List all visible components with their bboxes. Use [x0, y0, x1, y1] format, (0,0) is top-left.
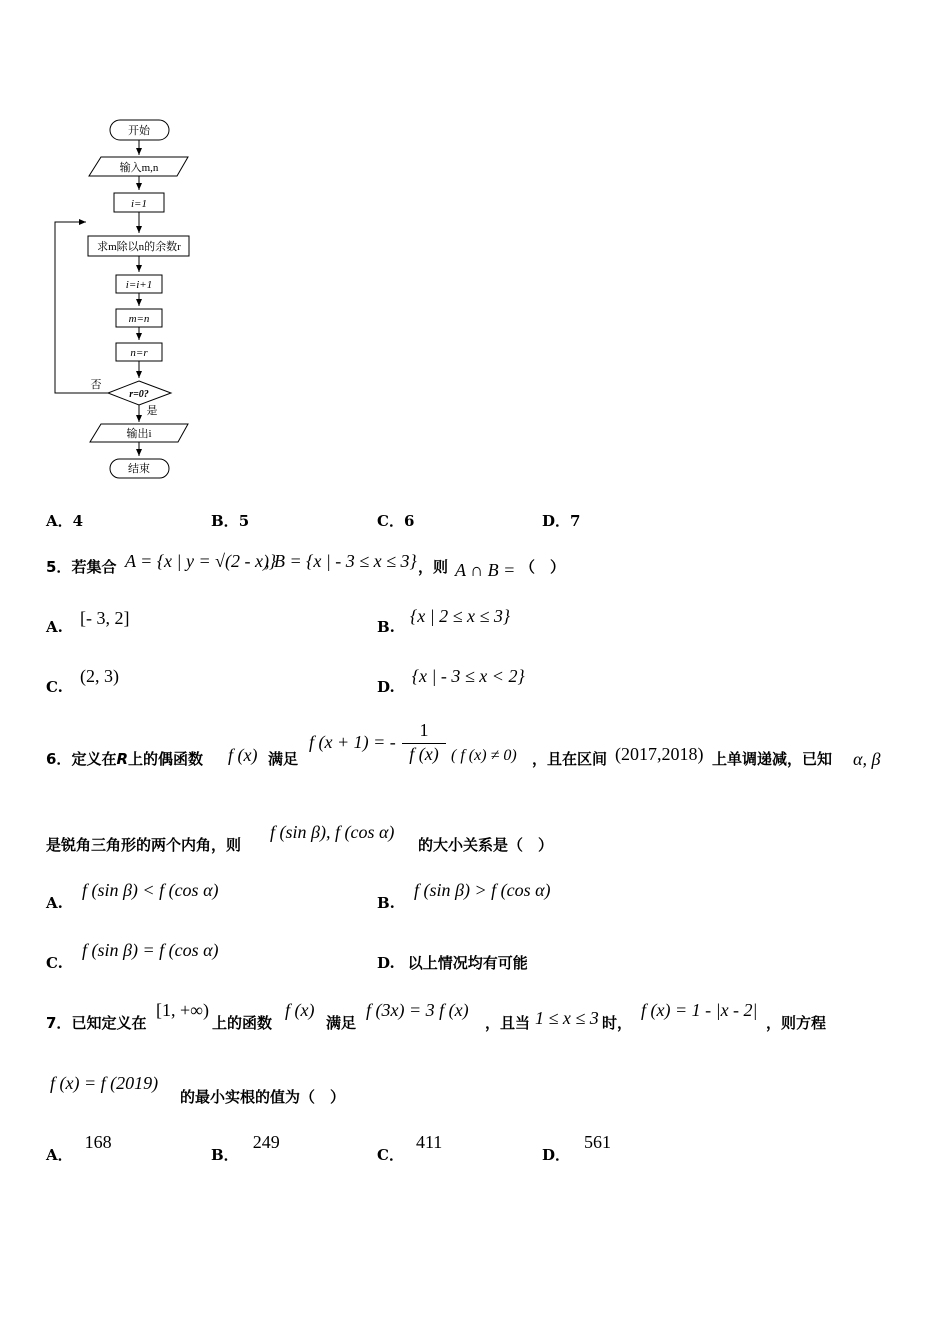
fc-init-text: i=1 [131, 198, 147, 210]
q7-t4: ，且当 [485, 1014, 531, 1032]
q6-cond: ( f (x) ≠ 0) [451, 747, 517, 764]
flowchart [40, 112, 210, 484]
q5-set-a: A = {x | y = √(2 - x)} [125, 551, 277, 571]
q6-ab: α, β [853, 749, 881, 769]
q4-option-d[interactable]: D．7 [542, 512, 581, 530]
q7-option-d[interactable]: D．561 [542, 1132, 612, 1164]
fc-start-text: 开始 [128, 125, 150, 137]
q5-suffix: （ ） [520, 558, 566, 576]
q6-option-c[interactable]: C. f (sin β) = f (cos α) [46, 940, 219, 972]
q5-stem: 5．若集合 [46, 558, 117, 576]
q5-expr: A ∩ B = [455, 560, 516, 580]
q7-domain: [1, +∞) [156, 1000, 209, 1020]
q5-option-a[interactable]: A. [- 3, 2] [46, 608, 130, 636]
fc-input-text: 输入m,n [119, 162, 159, 174]
q5-set-b: , B = {x | - 3 ≤ x ≤ 3} [265, 551, 417, 571]
q6-stem-2a: 是锐角三角形的两个内角，则 [46, 836, 242, 854]
q6-t5: 上单调递减，已知 [712, 750, 833, 768]
q5-option-d[interactable]: D. {x | - 3 ≤ x < 2} [377, 666, 525, 696]
q6-option-a[interactable]: A. f (sin β) < f (cos α) [46, 880, 219, 912]
q4-option-b[interactable]: B．5 [211, 512, 250, 530]
q7-eq: f (x) = f (2019) [50, 1073, 159, 1093]
q7-rel: f (3x) = 3 f (x) [366, 1000, 469, 1020]
q6-option-b[interactable]: B. f (sin β) > f (cos α) [377, 880, 551, 912]
q7-fx: f (x) [285, 1000, 315, 1020]
q7-def: f (x) = 1 - |x - 2| [641, 1000, 758, 1020]
q5-mid: ，则 [418, 558, 449, 576]
q6-fx: f (x) [228, 745, 258, 765]
fc-assign-n-text: n=r [130, 347, 148, 359]
fc-end-text: 结束 [128, 463, 150, 475]
q6-fraction: 1 f (x) [402, 720, 446, 765]
q7-option-a[interactable]: A．168 [46, 1132, 112, 1164]
fc-output-text: 输出i [126, 428, 152, 440]
q7-stem-1: 7．已知定义在 [46, 1014, 147, 1032]
q7-t3: 满足 [326, 1014, 357, 1032]
q6-t3: 满足 [268, 750, 299, 768]
q6-pair: f (sin β), f (cos α) [270, 822, 395, 842]
q4-option-c[interactable]: C．6 [377, 512, 415, 530]
q5-option-b[interactable]: B. {x | 2 ≤ x ≤ 3} [377, 606, 511, 636]
q7-t7: 的最小实根的值为（ ） [180, 1088, 346, 1106]
fc-decision-text: r=0? [129, 389, 149, 400]
q6-stem-1: 6．定义在R上的偶函数 [46, 750, 204, 768]
q5-option-c[interactable]: C. (2, 3) [46, 666, 119, 696]
fc-assign-m-text: m=n [128, 313, 150, 325]
q6-t4: ，且在区间 [532, 750, 608, 768]
q6-stem-2b: 的大小关系是（ ） [418, 836, 554, 854]
fc-remainder-text: 求m除以n的余数r [97, 241, 181, 253]
q7-t5: 时， [602, 1014, 633, 1032]
fc-incr-text: i=i+1 [125, 279, 153, 291]
fc-yes-label: 是 [146, 405, 158, 417]
q6-option-d[interactable]: D. 以上情况均有可能 [377, 954, 528, 972]
q6-lhs: f (x + 1) = - [309, 732, 396, 752]
q7-option-b[interactable]: B．249 [211, 1132, 280, 1164]
q7-t6: ，则方程 [766, 1014, 827, 1032]
fc-no-label: 否 [90, 379, 102, 391]
q7-t2: 上的函数 [212, 1014, 273, 1032]
q6-interval: (2017,2018) [615, 744, 704, 764]
q7-range: 1 ≤ x ≤ 3 [535, 1008, 599, 1028]
q4-option-a[interactable]: A．4 [46, 512, 84, 530]
q7-option-c[interactable]: C．411 [377, 1132, 443, 1164]
